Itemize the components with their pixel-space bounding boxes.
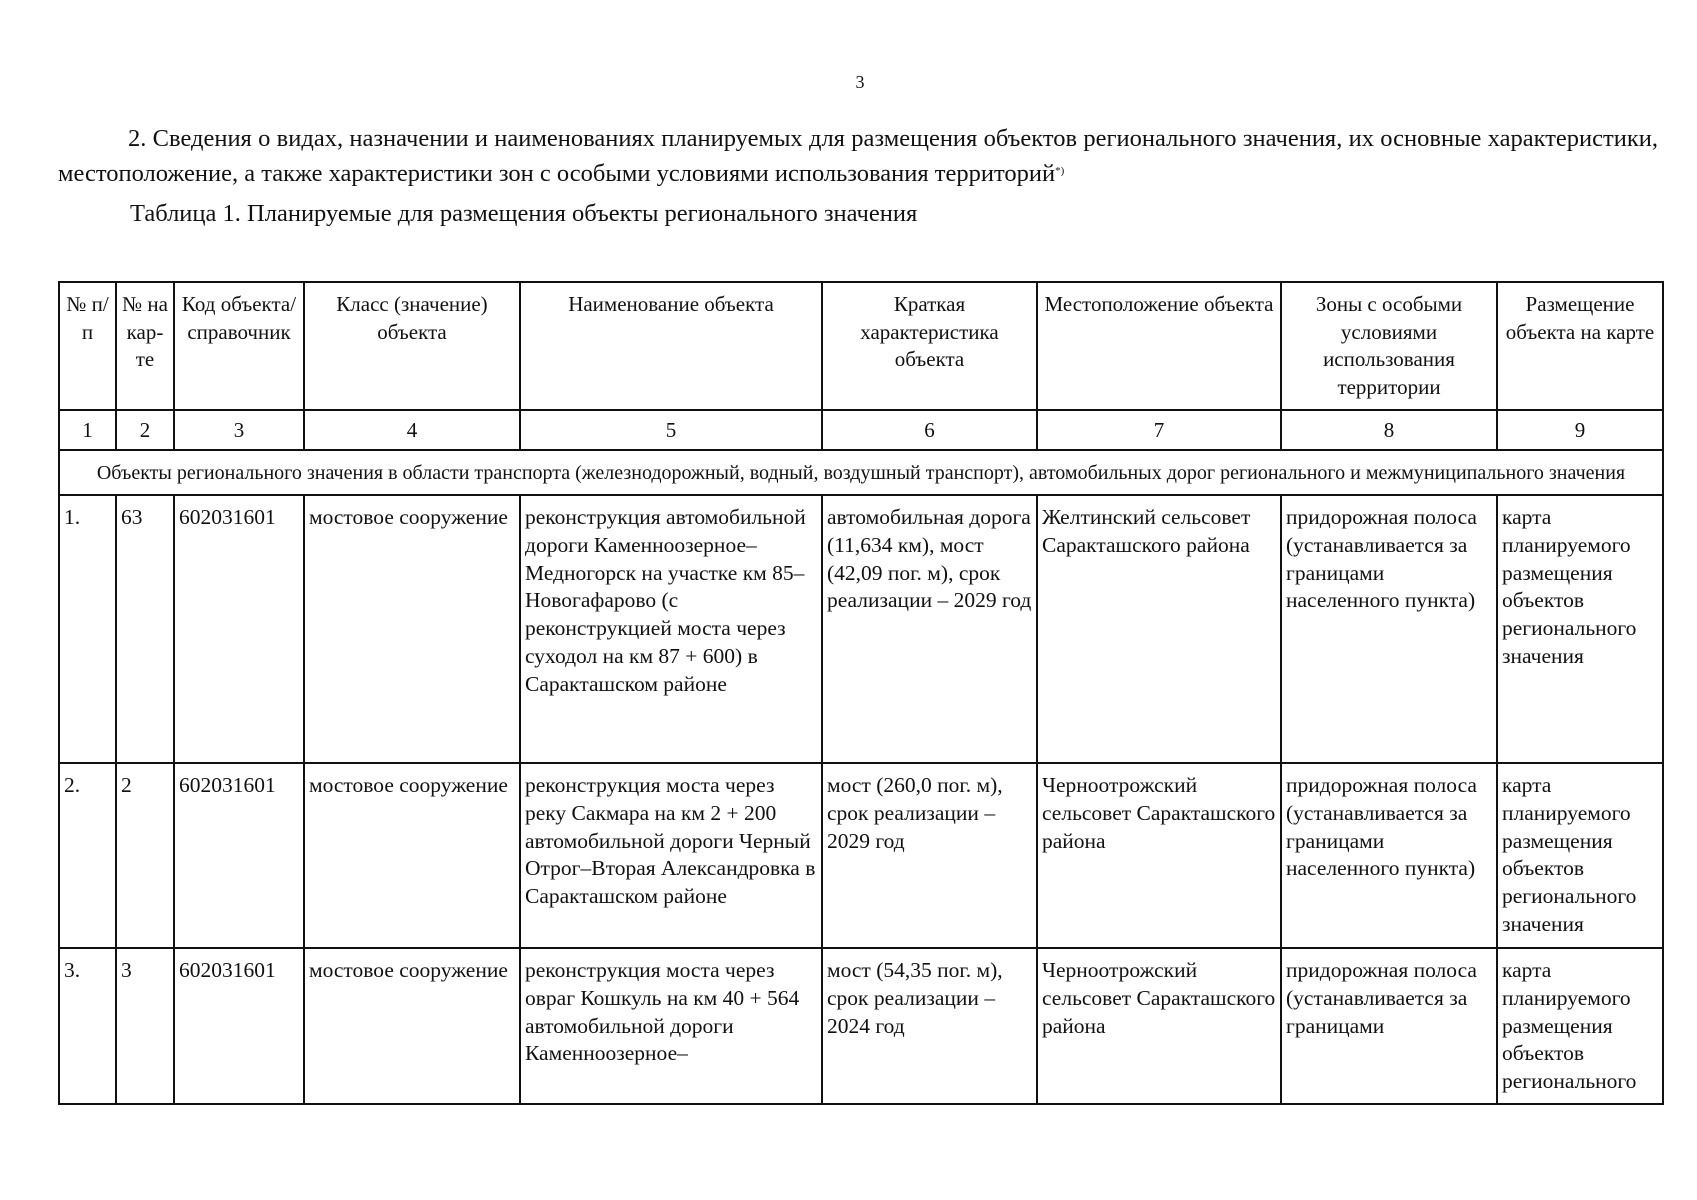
column-number-row <box>59 410 1663 450</box>
cell-code: 602031601 <box>174 495 304 763</box>
cell-name: реконструкция автомобильной дороги Каменноозерное–Медногорск на участке км 85–Новогафарово (с реконструкцией моста через суходол на км 87 + 600) в Саракташском районе <box>520 495 822 763</box>
intro-paragraph <box>58 123 1658 190</box>
cell-zones: придорожная полоса (устанавливается за границами <box>1281 948 1497 1104</box>
table-row <box>59 495 1663 763</box>
header-cell: № на кар-те <box>116 282 174 410</box>
column-number: 2 <box>116 410 174 450</box>
header-cell: Зоны с особыми условиями использования территории <box>1281 282 1497 410</box>
column-number: 3 <box>174 410 304 450</box>
cell-zones: придорожная полоса (устанавливается за границами населенного пункта) <box>1281 763 1497 948</box>
cell-map-no: 63 <box>116 495 174 763</box>
column-number: 1 <box>59 410 116 450</box>
intro-text: 2. Сведения о видах, назначении и наименованиях планируемых для размещения объектов регионального значения, их основные характеристики, местоположение, а также характеристики зон с особыми условиями использования территорий <box>58 125 1658 187</box>
cell-name: реконструкция моста через реку Сакмара на км 2 + 200 автомобильной дороги Черный Отрог–Вторая Александровка в Саракташском районе <box>520 763 822 948</box>
cell-class: мостовое сооружение <box>304 763 520 948</box>
cell-characteristics: автомобильная дорога (11,634 км), мост (42,09 пог. м), срок реализации – 2029 год <box>822 495 1037 763</box>
cell-map-no: 3 <box>116 948 174 1104</box>
table-row <box>59 948 1663 1104</box>
cell-characteristics: мост (54,35 пог. м), срок реализации – 2024 год <box>822 948 1037 1104</box>
cell-map-no: 2 <box>116 763 174 948</box>
header-cell: Класс (значение) объекта <box>304 282 520 410</box>
cell-name: реконструкция моста через овраг Кошкуль на км 40 + 564 автомобильной дороги Каменноозерное– <box>520 948 822 1104</box>
column-number: 4 <box>304 410 520 450</box>
header-row <box>59 282 1663 410</box>
column-number: 5 <box>520 410 822 450</box>
column-number: 6 <box>822 410 1037 450</box>
cell-zones: придорожная полоса (устанавливается за границами населенного пункта) <box>1281 495 1497 763</box>
cell-characteristics: мост (260,0 пог. м), срок реализации – 2029 год <box>822 763 1037 948</box>
cell-num: 3. <box>59 948 116 1104</box>
header-cell: Код объекта/ справочник <box>174 282 304 410</box>
column-number: 9 <box>1497 410 1663 450</box>
header-cell: Местоположение объекта <box>1037 282 1281 410</box>
column-number: 8 <box>1281 410 1497 450</box>
cell-code: 602031601 <box>174 763 304 948</box>
cell-location: Желтинский сельсовет Саракташского района <box>1037 495 1281 763</box>
section-title: Объекты регионального значения в области транспорта (железнодорожный, водный, воздушный транспорт), автомобильных дорог регионального и межмуниципального значения <box>59 450 1663 495</box>
cell-class: мостовое сооружение <box>304 495 520 763</box>
objects-table <box>58 281 1664 1105</box>
cell-location: Черноотрожский сельсовет Саракташского района <box>1037 763 1281 948</box>
header-cell: Наименование объекта <box>520 282 822 410</box>
footnote-mark: *) <box>1055 165 1065 177</box>
cell-num: 2. <box>59 763 116 948</box>
cell-map-placement: карта планируемого размещения объектов регионального значения <box>1497 495 1663 763</box>
cell-location: Черноотрожский сельсовет Саракташского района <box>1037 948 1281 1104</box>
cell-map-placement: карта планируемого размещения объектов регионального <box>1497 948 1663 1104</box>
section-row <box>59 450 1663 495</box>
header-cell: Размещение объекта на карте <box>1497 282 1663 410</box>
table-row <box>59 763 1663 948</box>
header-cell: Краткая характеристика объекта <box>822 282 1037 410</box>
cell-map-placement: карта планируемого размещения объектов регионального значения <box>1497 763 1663 948</box>
header-cell: № п/п <box>59 282 116 410</box>
cell-class: мостовое сооружение <box>304 948 520 1104</box>
cell-num: 1. <box>59 495 116 763</box>
column-number: 7 <box>1037 410 1281 450</box>
cell-code: 602031601 <box>174 948 304 1104</box>
table-caption: Таблица 1. Планируемые для размещения объекты регионального значения <box>130 200 918 227</box>
page-number: 3 <box>855 72 865 92</box>
